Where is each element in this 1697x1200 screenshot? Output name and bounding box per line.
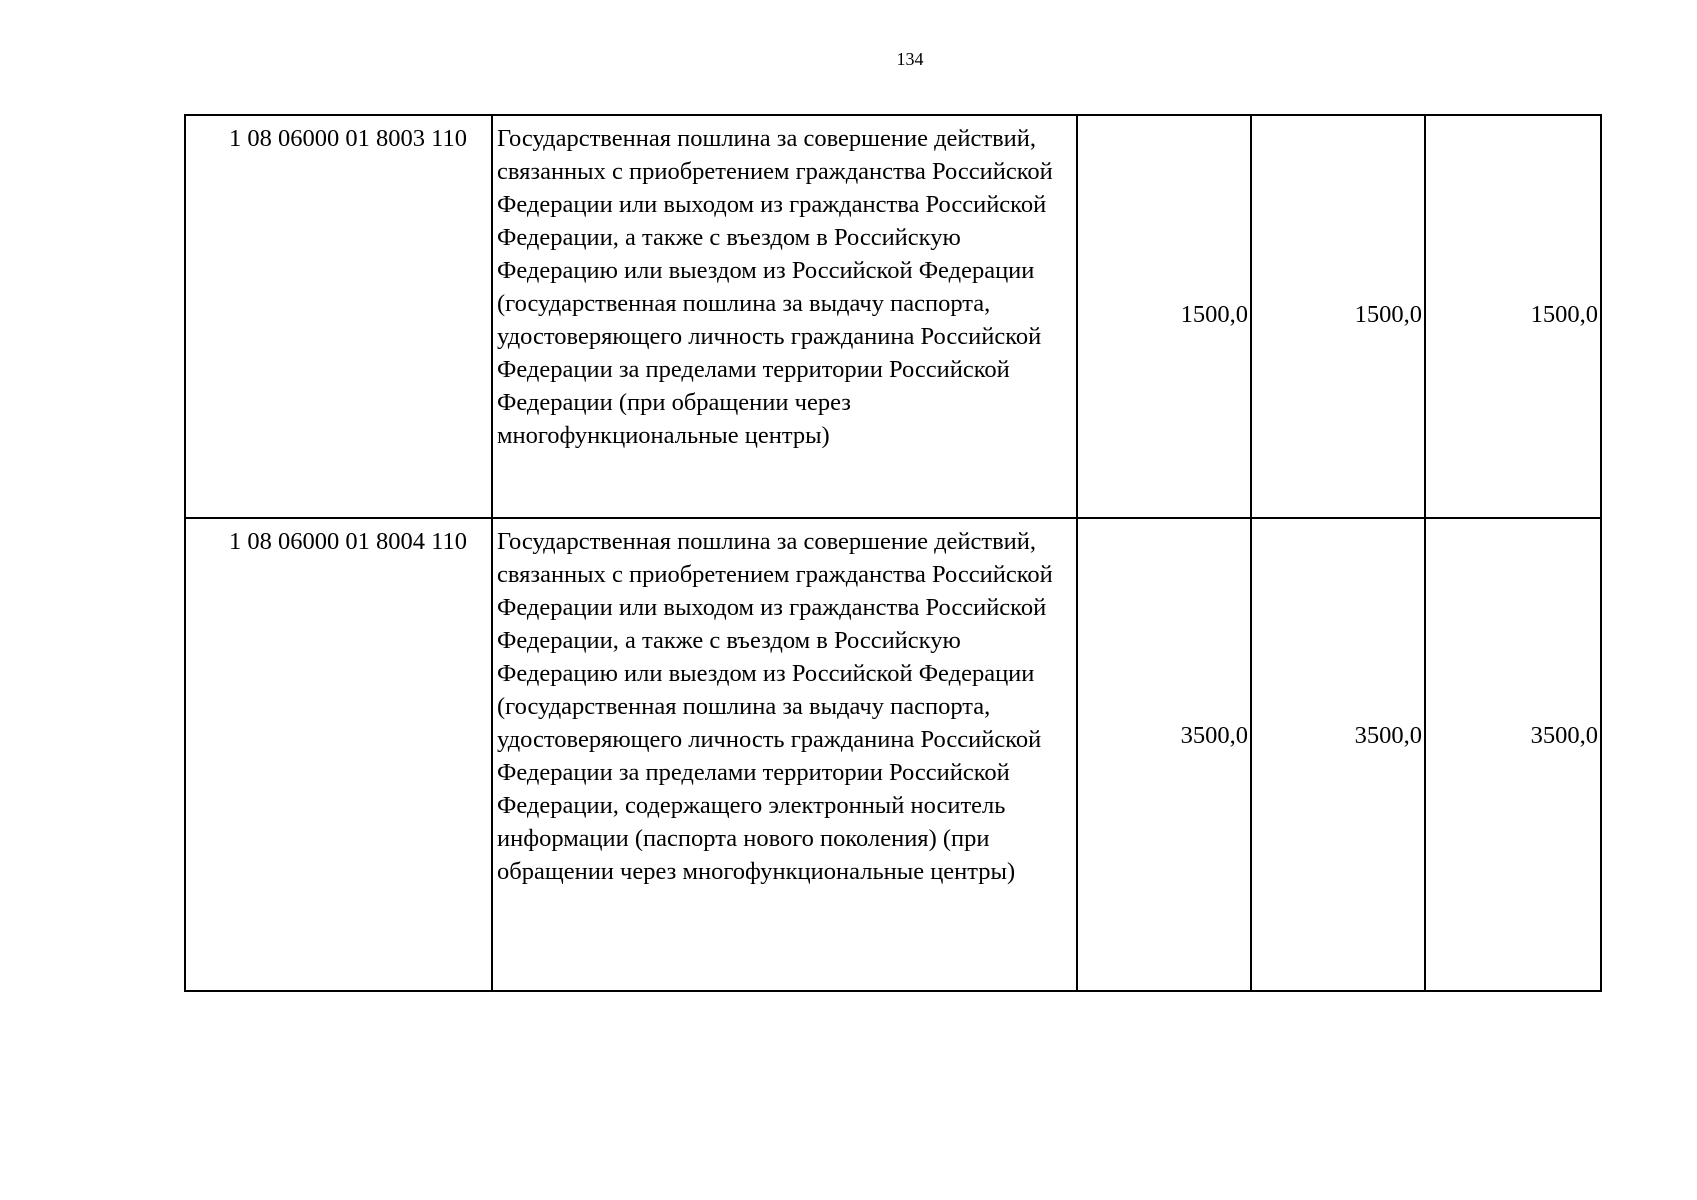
table-row [185, 115, 1601, 518]
table-row [185, 518, 1601, 991]
revenue-description: Государственная пошлина за совершение действий, связанных с приобретением гражданства Российской Федерации или выходом из гражданства Российской Федерации, а также с въездом в Российскую Федерацию или выездом из Российской Федерации (государственная пошлина за выдачу паспорта, удостоверяющего личность гражданина Российской Федерации за пределами территории Российской Федерации (при обращении через многофункциональные центры) [492, 115, 1077, 518]
amount-year-3: 3500,0 [1425, 518, 1601, 991]
amount-year-1: 1500,0 [1077, 115, 1251, 518]
budget-classification-code: 1 08 06000 01 8004 110 [185, 518, 492, 991]
revenue-table [184, 114, 1602, 992]
page-number: 134 [896, 49, 924, 69]
amount-year-2: 1500,0 [1251, 115, 1425, 518]
revenue-description: Государственная пошлина за совершение действий, связанных с приобретением гражданства Российской Федерации или выходом из гражданства Российской Федерации, а также с въездом в Российскую Федерацию или выездом из Российской Федерации (государственная пошлина за выдачу паспорта, удостоверяющего личность гражданина Российской Федерации за пределами территории Российской Федерации, содержащего электронный носитель информации (паспорта нового поколения) (при обращении через многофункциональные центры) [492, 518, 1077, 991]
amount-year-3: 1500,0 [1425, 115, 1601, 518]
amount-year-1: 3500,0 [1077, 518, 1251, 991]
amount-year-2: 3500,0 [1251, 518, 1425, 991]
budget-classification-code: 1 08 06000 01 8003 110 [185, 115, 492, 518]
